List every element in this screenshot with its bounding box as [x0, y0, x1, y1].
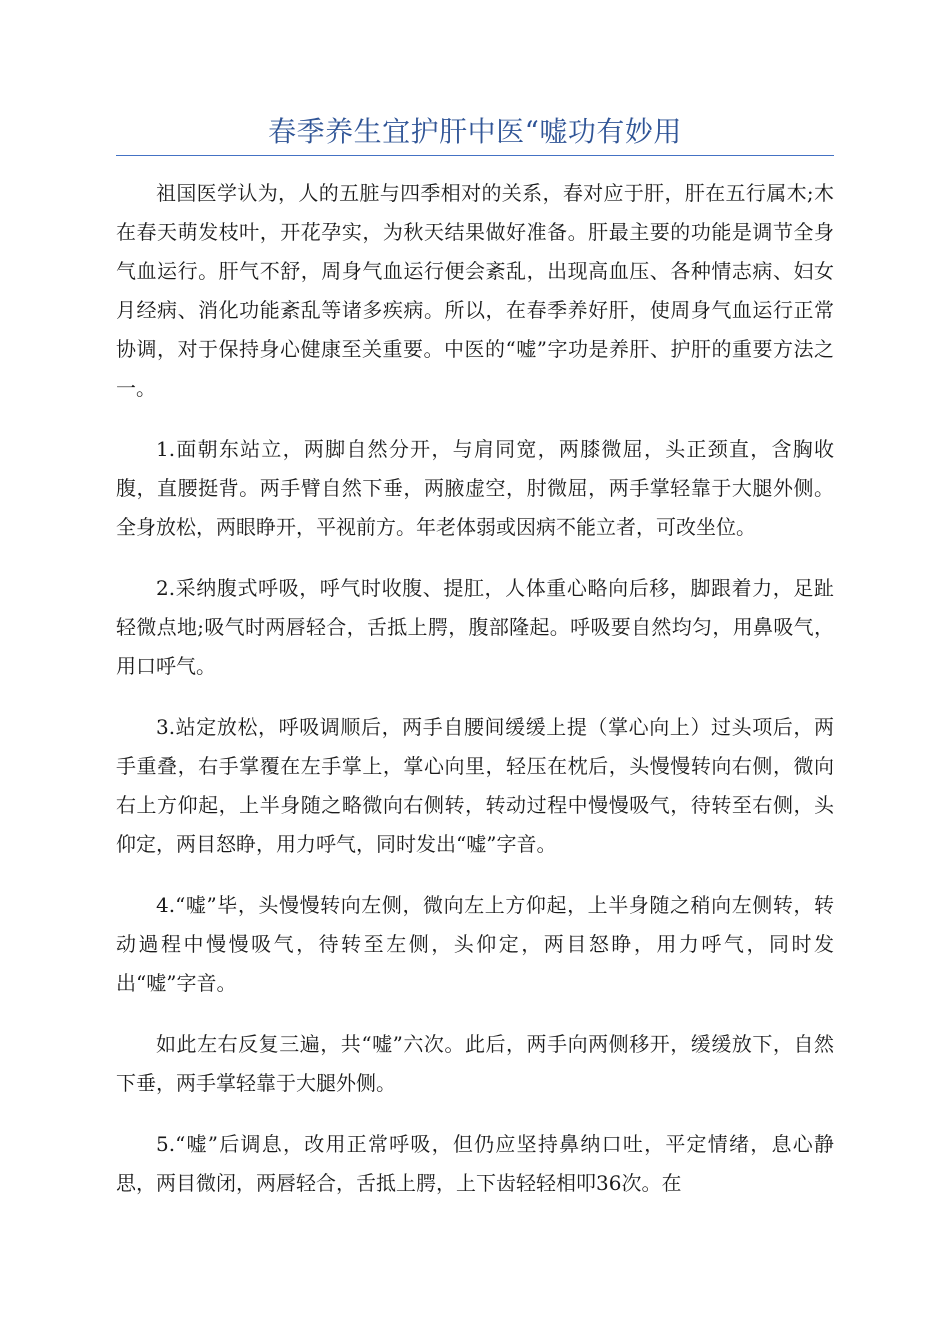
title-underline: [116, 155, 834, 156]
document-body: [116, 174, 834, 1225]
page-title: 春季养生宜护肝中医“嘘功有妙用: [268, 115, 682, 148]
paragraph-repeat: 如此左右反复三遍，共“嘘”六次。此后，两手向两侧移开，缓缓放下，自然下垂，两手掌轻靠于大腿外侧。: [116, 1032, 834, 1095]
paragraph-intro: 祖国医学认为，人的五脏与四季相对的关系，春对应于肝，肝在五行属木;木在春天萌发枝叶，开花孕实，为秋天结果做好准备。肝最主要的功能是调节全身气血运行。肝气不舒，周身气血运行便会紊乱，出现高血压、各种情志病、妇女月经病、消化功能紊乱等诸多疾病。所以，在春季养好肝，使周身气血运行正常协调，对于保持身心健康至关重要。中医的“嘘”字功是养肝、护肝的重要方法之一。: [116, 181, 834, 400]
paragraph-step-4: 4.“嘘”毕，头慢慢转向左侧，微向左上方仰起，上半身随之稍向左侧转，转动過程中慢慢吸气，待转至左侧，头仰定，两目怒睁，用力呼气，同时发出“嘘”字音。: [116, 893, 834, 995]
paragraph-step-1: 1.面朝东站立，两脚自然分开，与肩同宽，两膝微屈，头正颈直，含胸收腹，直腰挺背。两手臂自然下垂，两腋虚空，肘微屈，两手掌轻靠于大腿外侧。全身放松，两眼睁开，平视前方。年老体弱或因病不能立者，可改坐位。: [116, 437, 834, 539]
paragraph-step-2: 2.采纳腹式呼吸，呼气时收腹、提肛，人体重心略向后移，脚跟着力，足趾轻微点地;吸气时两唇轻合，舌抵上腭，腹部隆起。呼吸要自然均匀，用鼻吸气，用口呼气。: [116, 576, 834, 678]
paragraph-step-3: 3.站定放松，呼吸调顺后，两手自腰间缓缓上提（掌心向上）过头项后，两手重叠，右手掌覆在左手掌上，掌心向里，轻压在枕后，头慢慢转向右侧，微向右上方仰起，上半身随之略微向右侧转，转动过程中慢慢吸气，待转至右侧，头仰定，两目怒睁，用力呼气，同时发出“嘘”字音。: [116, 715, 834, 856]
paragraph-step-5: 5.“嘘”后调息，改用正常呼吸，但仍应坚持鼻纳口吐，平定情绪，息心静思，两目微闭，两唇轻合，舌抵上腭，上下齿轻轻相叩36次。在: [116, 1132, 834, 1195]
